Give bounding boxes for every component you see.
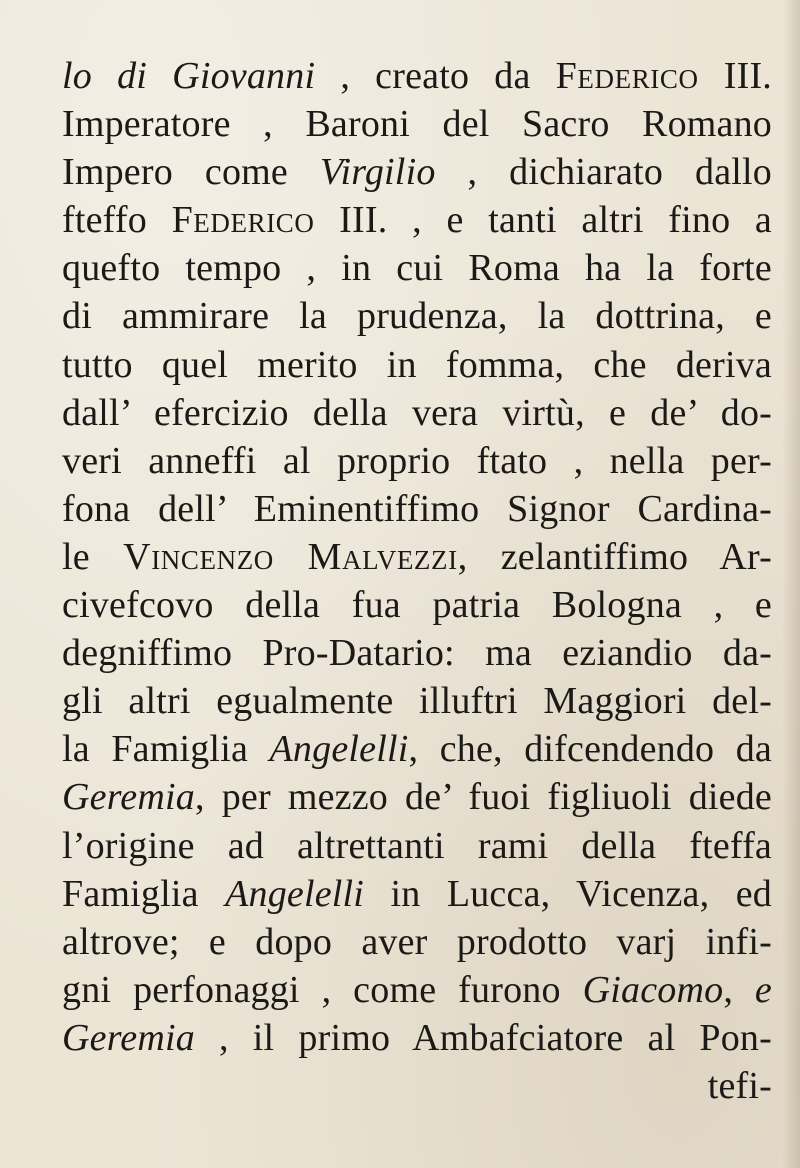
text-line: [62, 822, 772, 870]
text-segment: , zelantiffimo Ar-: [457, 535, 772, 578]
text-segment: tutto quel merito in fomma, che deriva: [62, 343, 772, 386]
text-segment: , creato da: [315, 55, 556, 97]
text-line: [62, 1062, 772, 1110]
text-segment: Famiglia: [62, 872, 226, 915]
text-line: [62, 918, 772, 966]
text-segment: , dichiarato dallo: [435, 151, 772, 194]
text-segment: Geremia: [62, 1016, 195, 1059]
text-segment: , che, difcendendo da: [408, 728, 772, 771]
text-line: [62, 389, 772, 437]
text-segment: Federico: [555, 55, 699, 97]
text-segment: fona dell’ Eminentiffimo Signor Cardina-: [62, 487, 772, 530]
text-line: [62, 677, 772, 725]
text-segment: l’origine ad altrettanti rami della fteffa: [62, 824, 772, 867]
text-segment: III. , e tanti altri fino a: [314, 199, 772, 242]
text-segment: Giovanni: [172, 55, 316, 97]
text-segment: Giacomo: [582, 968, 724, 1011]
text-segment: Virgilio: [319, 151, 436, 194]
text-line: [62, 533, 772, 581]
text-segment: le: [62, 535, 124, 578]
text-segment: Imperatore , Baroni del Sacro Romano: [62, 103, 772, 146]
text-line: [62, 341, 772, 389]
text-line: [62, 148, 772, 196]
text-line: [62, 870, 772, 918]
text-segment: fteffo: [62, 199, 172, 242]
text-line: [62, 966, 772, 1014]
page-text: [62, 52, 776, 1110]
text-segment: civefcovo della fua patria Bologna , e: [62, 584, 772, 627]
text-line: [62, 725, 772, 773]
text-line: [62, 196, 772, 244]
text-line: [62, 100, 772, 148]
text-segment: Geremia: [62, 776, 195, 819]
text-segment: quefto tempo , in cui Roma ha la forte: [62, 247, 772, 290]
text-segment: di ammirare la prudenza, la dottrina, e: [62, 295, 772, 338]
text-line: [62, 773, 772, 821]
text-segment: tefi-: [707, 1064, 772, 1107]
text-line: [62, 581, 772, 629]
text-segment: , per mezzo de’ fuoi figliuoli diede: [194, 776, 772, 819]
text-segment: III.: [698, 55, 772, 97]
text-segment: , il primo Ambafciatore al Pon-: [194, 1016, 772, 1059]
text-segment: degniffimo Pro-Datario: ma eziandio da-: [62, 632, 772, 675]
text-line: [62, 1014, 772, 1062]
text-segment: Impero come: [62, 151, 320, 194]
text-segment: Vincenzo Malvezzi: [123, 535, 458, 578]
page-edge-shadow: [782, 0, 800, 1168]
text-segment: dall’ efercizio della vera virtù, e de’ do-: [62, 391, 772, 434]
text-segment: Angelelli: [225, 872, 365, 915]
text-segment: altrove; e dopo aver prodotto varj infi-: [62, 920, 772, 963]
text-line: [62, 485, 772, 533]
text-segment: Angelelli: [269, 728, 409, 771]
text-segment: gni perfonaggi , come furono: [62, 968, 583, 1011]
text-line: [62, 629, 772, 677]
text-segment: in Lucca, Vicenza, ed: [364, 872, 772, 915]
text-segment: gli altri egualmente illuftri Maggiori del-: [62, 680, 772, 723]
text-segment: ,: [723, 968, 755, 1011]
text-segment: veri anneffi al proprio ftato , nella per-: [62, 439, 772, 482]
text-line: [62, 437, 772, 485]
text-line: [62, 292, 772, 340]
text-segment: Federico: [171, 199, 315, 242]
text-segment: la Famiglia: [62, 728, 270, 771]
text-line: [62, 52, 772, 100]
text-segment: e: [754, 968, 772, 1011]
text-line: [62, 244, 772, 292]
text-segment: lo di: [62, 55, 173, 97]
